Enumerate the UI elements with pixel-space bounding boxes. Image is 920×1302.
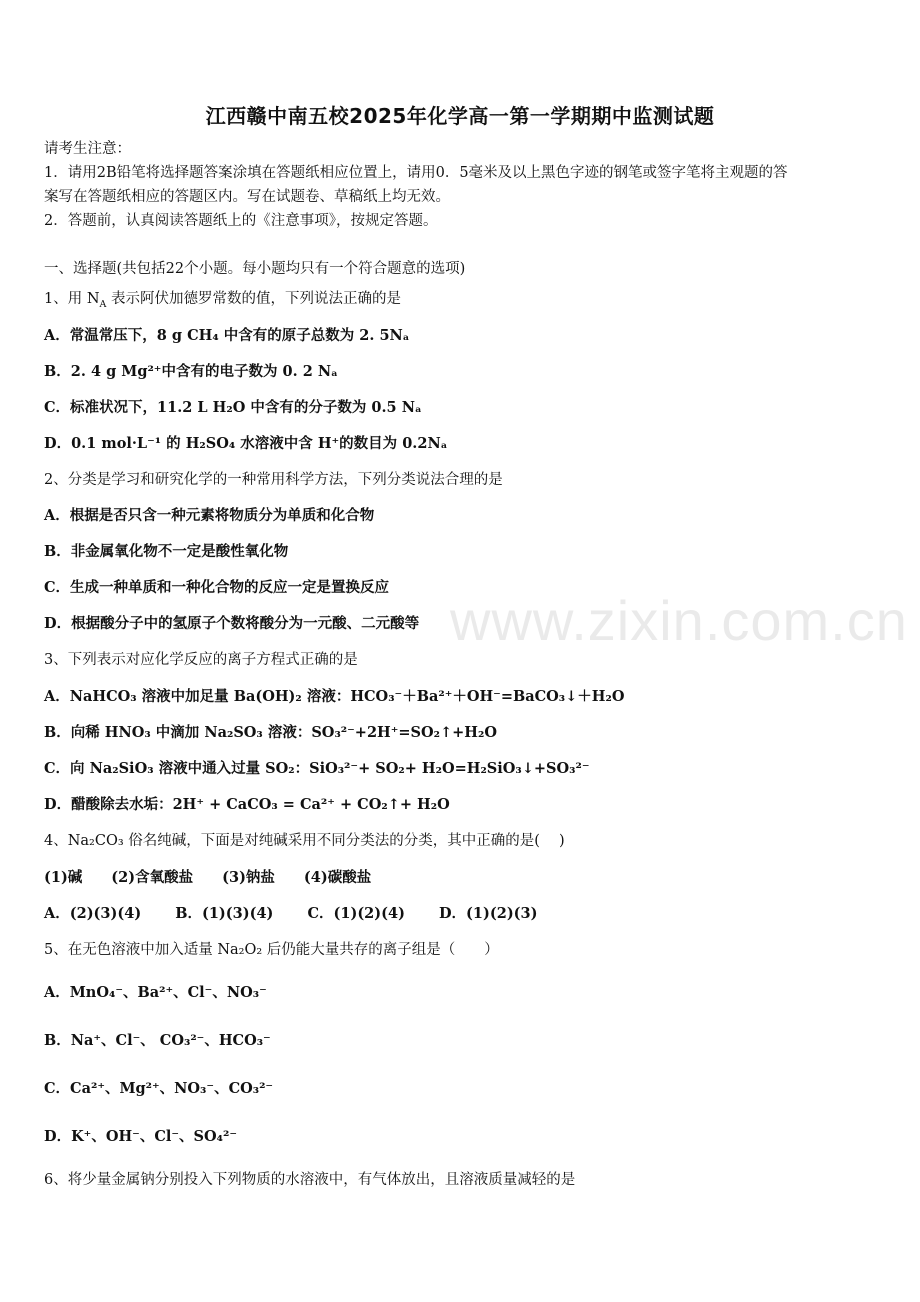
notice-item-2: 2．答题前，认真阅读答题纸上的《注意事项》，按规定答题。 (44, 213, 438, 229)
q5-option-a: A．MnO₄⁻、Ba²⁺、Cl⁻、NO₃⁻ (44, 984, 267, 1001)
q4-stem: 4、Na₂CO₃ 俗名纯碱，下面是对纯碱采用不同分类法的分类，其中正确的是( ) (44, 833, 565, 849)
q1-option-b: B．2. 4 g Mg²⁺中含有的电子数为 0. 2 Nₐ (44, 363, 338, 380)
q1-stem: 1、用 $N_A$ 表示阿伏加德罗常数的值，下列说法正确的是 (44, 291, 402, 310)
q3-option-a: A．NaHCO₃ 溶液中加足量 Ba(OH)₂ 溶液：HCO₃⁻＋Ba²⁺＋OH⁻=BaCO₃↓＋H₂O (44, 688, 625, 705)
q5-option-c: C．Ca²⁺、Mg²⁺、NO₃⁻、CO₃²⁻ (44, 1080, 274, 1097)
q4-options: A．(2)(3)(4) B．(1)(3)(4) C．(1)(2)(4) D．(1)(2)(3) (44, 905, 538, 922)
q5-stem: 5、在无色溶液中加入适量 Na₂O₂ 后仍能大量共存的离子组是（ ） (44, 942, 499, 958)
notice-item-1-line-1: 1．请用2B铅笔将选择题答案涂填在答题纸相应位置上，请用0．5毫米及以上黑色字迹的钢笔或签字笔将主观题的答 (44, 165, 788, 181)
watermark: www.zixin.com.cn (450, 589, 908, 652)
q3-option-c: C．向 Na₂SiO₃ 溶液中通入过量 SO₂：SiO₃²⁻+ SO₂+ H₂O=H₂SiO₃↓+SO₃²⁻ (44, 760, 590, 777)
q6-stem: 6、将少量金属钠分别投入下列物质的水溶液中，有气体放出，且溶液质量减轻的是 (44, 1172, 576, 1188)
q3-option-b: B．向稀 HNO₃ 中滴加 Na₂SO₃ 溶液：SO₃²⁻+2H⁺=SO₂↑+H₂O (44, 724, 497, 741)
q2-option-d: D．根据酸分子中的氢原子个数将酸分为一元酸、二元酸等 (44, 615, 420, 632)
q3-stem: 3、下列表示对应化学反应的离子方程式正确的是 (44, 652, 358, 668)
q1-option-d: D．0.1 mol·L⁻¹ 的 H₂SO₄ 水溶液中含 H⁺的数目为 0.2Nₐ (44, 435, 448, 452)
q5-option-b: B．Na⁺、Cl⁻、 CO₃²⁻、HCO₃⁻ (44, 1032, 271, 1049)
q4-items: (1)碱 (2)含氧酸盐 (3)钠盐 (4)碳酸盐 (44, 869, 372, 886)
q3-option-d: D．醋酸除去水垢：2H⁺ + CaCO₃ = Ca²⁺ + CO₂↑+ H₂O (44, 796, 450, 813)
page-title: 江西赣中南五校2025年化学高一第一学期期中监测试题 (205, 104, 715, 128)
notice-heading: 请考生注意： (44, 141, 131, 157)
q2-option-a: A．根据是否只含一种元素将物质分为单质和化合物 (44, 507, 375, 524)
q1-option-c: C．标准状况下，11.2 L H₂O 中含有的分子数为 0.5 Nₐ (44, 399, 422, 416)
q2-option-c: C．生成一种单质和一种化合物的反应一定是置换反应 (44, 579, 390, 596)
q1-option-a: A．常温常压下，8 g CH₄ 中含有的原子总数为 2. 5Nₐ (44, 327, 410, 344)
q2-option-b: B．非金属氧化物不一定是酸性氧化物 (44, 543, 289, 560)
q2-stem: 2、分类是学习和研究化学的一种常用科学方法，下列分类说法合理的是 (44, 472, 503, 488)
section-heading: 一、选择题(共包括22个小题。每小题均只有一个符合题意的选项) (44, 261, 466, 277)
notice-item-1-line-2: 案写在答题纸相应的答题区内。写在试题卷、草稿纸上均无效。 (44, 189, 450, 205)
q5-option-d: D．K⁺、OH⁻、Cl⁻、SO₄²⁻ (44, 1128, 237, 1145)
